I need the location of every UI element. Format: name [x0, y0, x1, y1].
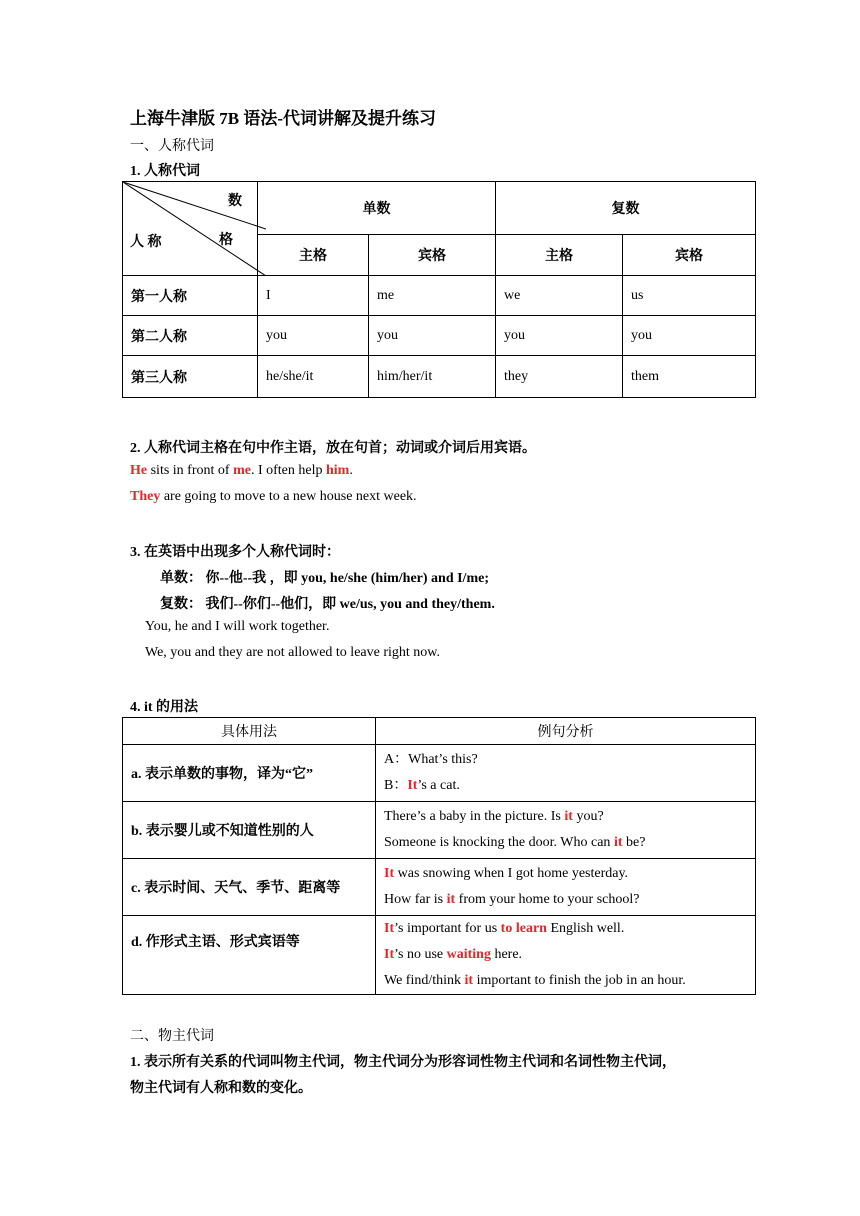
it-usage-table — [122, 717, 756, 995]
table-cell: us — [623, 276, 756, 316]
table-row — [123, 802, 756, 859]
examples-cell: It was snowing when I got home yesterday. How far is it from your home to your school? — [376, 859, 756, 916]
table-cell: you — [623, 316, 756, 356]
row-label: 第一人称 — [123, 276, 258, 316]
section-heading-possessive-pronouns: 二、物主代词 — [130, 1029, 214, 1044]
example-sentence: We, you and they are not allowed to leave right now. — [145, 645, 440, 660]
table-row — [123, 916, 756, 995]
header-examples: 例句分析 — [376, 718, 756, 745]
point-4-heading: 4. it 的用法 — [130, 700, 199, 715]
examples-cell: It’s important for us to learn English well. It’s no use waiting here. We find/think it important to finish the job in an hour. — [376, 916, 756, 995]
header-plural: 复数 — [496, 182, 756, 235]
point-3-heading: 3. 在英语中出现多个人称代词时： — [130, 545, 340, 560]
diag-number-label: 数 — [228, 194, 242, 209]
header-plural-subjective: 主格 — [496, 235, 623, 276]
row-label: 第三人称 — [123, 356, 258, 398]
table-cell: you — [496, 316, 623, 356]
table-row — [123, 859, 756, 916]
examples-cell: A：What’s this? B：It’s a cat. — [376, 745, 756, 802]
example-sentence: He sits in front of me. I often help him. — [130, 463, 353, 478]
possessive-paragraph-line-2: 物主代词有人称和数的变化。 — [130, 1081, 312, 1096]
table-cell: you — [258, 316, 369, 356]
row-label: 第二人称 — [123, 316, 258, 356]
header-singular-objective: 宾格 — [369, 235, 496, 276]
usage-cell: b. 表示婴儿或不知道性别的人 — [123, 802, 376, 859]
example-sentence: You, he and I will work together. — [145, 619, 330, 634]
usage-cell: a. 表示单数的事物，译为“它” — [123, 745, 376, 802]
rule-singular: 单数： 你--他--我 ，即 you, he/she (him/her) and I/me; — [160, 571, 489, 586]
table-cell: him/her/it — [369, 356, 496, 398]
personal-pronoun-table — [122, 181, 756, 398]
examples-cell: There’s a baby in the picture. Is it you? Someone is knocking the door. Who can it be? — [376, 802, 756, 859]
table-row — [123, 356, 756, 398]
diagonal-lines — [123, 182, 266, 276]
point-2-heading: 2. 人称代词主格在句中作主语，放在句首；动词或介词后用宾语。 — [130, 441, 536, 456]
rule-plural: 复数： 我们--你们--他们，即 we/us, you and they/them. — [160, 597, 495, 612]
table-row — [123, 276, 756, 316]
page-title: 上海牛津版 7B 语法-代词讲解及提升练习 — [130, 109, 436, 128]
subheading-personal-pronouns: 1. 人称代词 — [130, 164, 200, 179]
example-sentence: They are going to move to a new house next week. — [130, 489, 417, 504]
table-row — [123, 316, 756, 356]
table-cell: I — [258, 276, 369, 316]
diagonal-header-cell — [123, 182, 258, 276]
section-heading-personal-pronouns: 一、人称代词 — [130, 139, 214, 154]
usage-cell: c. 表示时间、天气、季节、距离等 — [123, 859, 376, 916]
diag-case-label: 格 — [219, 233, 233, 248]
table-cell: them — [623, 356, 756, 398]
table-cell: we — [496, 276, 623, 316]
header-usage: 具体用法 — [123, 718, 376, 745]
table-cell: you — [369, 316, 496, 356]
usage-cell: d. 作形式主语、形式宾语等 — [123, 916, 376, 995]
table-cell: me — [369, 276, 496, 316]
header-singular: 单数 — [258, 182, 496, 235]
diag-person-label: 人 称 — [130, 235, 162, 250]
header-plural-objective: 宾格 — [623, 235, 756, 276]
table-cell: they — [496, 356, 623, 398]
header-singular-subjective: 主格 — [258, 235, 369, 276]
possessive-paragraph-line-1: 1. 表示所有关系的代词叫物主代词，物主代词分为形容词性物主代词和名词性物主代词， — [130, 1055, 676, 1070]
table-cell: he/she/it — [258, 356, 369, 398]
table-row — [123, 745, 756, 802]
